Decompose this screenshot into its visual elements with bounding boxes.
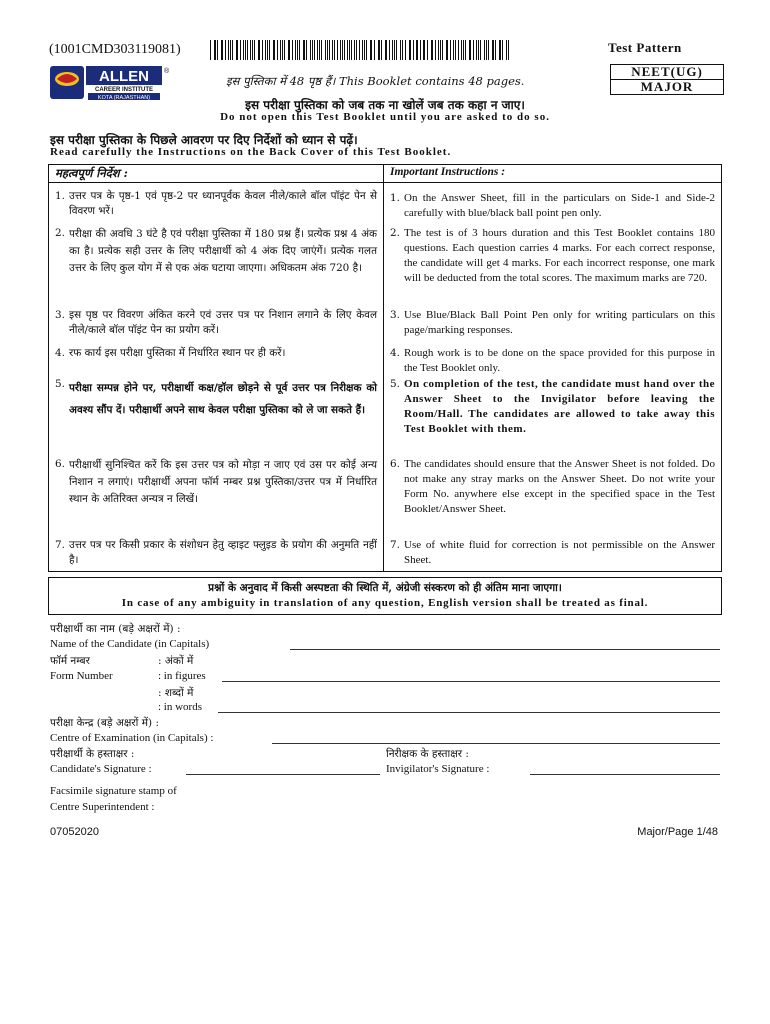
stamp-label-line2: Centre Superintendent : — [50, 801, 155, 813]
en-instruction-7: 7. Use of white fluid for correction is not permissible on the Answer Sheet. — [390, 539, 715, 566]
in-words-label-hi: : शब्दों में — [158, 687, 194, 699]
logo-sub: CAREER INSTITUTE — [94, 87, 154, 93]
warning-hindi: इस परीक्षा पुस्तिका को जब तक ना खोलें जब तक कहा न जाए। — [245, 98, 525, 112]
instructions-box — [48, 164, 722, 572]
ambiguity-hindi: प्रश्नों के अनुवाद में किसी अस्पष्टता की स्थिति में, अंग्रेजी संस्करण को ही अंतिम माना जाएगा। — [208, 582, 562, 594]
booklet-code: (1001CMD303119081) — [49, 42, 181, 57]
logo-brand: ALLEN — [99, 68, 149, 85]
candidate-name-label: Name of the Candidate (in Capitals) — [50, 638, 210, 650]
hi-instruction-6: 6. परीक्षार्थी सुनिश्चित करें कि इस उत्तर पत्र को मोड़ा न जाए एवं उस पर कोई अन्य निशान न लगाएं। परीक्षार्थी अपना फॉर्म नम्बर प्रश्न पुस्तिका/उत्तर पत्र में निर्धारित स्थान के अतिरिक्त अन्यत्र न लिखें। — [55, 458, 377, 505]
read-instructions-english: Read carefully the Instructions on the Back Cover of this Test Booklet. — [50, 146, 452, 158]
footer-code: 07052020 — [50, 826, 99, 838]
read-instructions-hindi: इस परीक्षा पुस्तिका के पिछले आवरण पर दिए निर्देशों को ध्यान से पढ़ें। — [50, 133, 358, 147]
candidate-signature-label: Candidate's Signature : — [50, 763, 152, 775]
candidate-name-label-hi: परीक्षार्थी का नाम (बड़े अक्षरों में) : — [50, 623, 181, 635]
in-figures-label: : in figures — [158, 670, 206, 682]
candidate-name-field[interactable] — [290, 649, 720, 650]
test-pattern-label: Test Pattern — [608, 40, 682, 55]
hi-instruction-1: 1. उत्तर पत्र के पृष्ठ-1 एवं पृष्ठ-2 पर ध्यानपूर्वक केवल नीले/काले बॉल पॉइंट पेन से विवरण भरें। — [55, 190, 377, 217]
logo-city: KOTA (RAJASTHAN) — [97, 95, 151, 101]
exam-name: NEET(UG) — [611, 65, 723, 80]
exam-type-box — [610, 64, 724, 95]
en-instruction-4: 4. Rough work is to be done on the space provided for this purpose in the Test Booklet only. — [390, 347, 715, 374]
hi-instruction-4: 4. रफ कार्य इस परीक्षा पुस्तिका में निर्धारित स्थान पर ही करें। — [55, 347, 286, 359]
form-number-label-hi: फॉर्म नम्बर — [50, 655, 90, 667]
ambiguity-notice — [48, 577, 722, 615]
candidate-signature-field[interactable] — [186, 774, 380, 775]
en-instruction-6: 6. The candidates should ensure that the Answer Sheet is not folded. Do not make any stray marks on the Answer Sheet. Do not write your Form No. anywhere else except in the specified space in the Test Booklet/Answer Sheet. — [390, 458, 715, 515]
page-number: Major/Page 1/48 — [637, 826, 718, 838]
hindi-instructions-title: महत्वपूर्ण निर्देश : — [55, 166, 128, 180]
in-digits-label-hi: : अंकों में — [158, 655, 194, 667]
en-instruction-5: 5. On completion of the test, the candidate must hand over the Answer Sheet to the Invigilator before leaving the Room/Hall. The candidates are allowed to take away this Test Booklet with them. — [390, 378, 715, 435]
warning-english: Do not open this Test Booklet until you are asked to do so. — [220, 111, 550, 123]
form-number-label: Form Number — [50, 670, 113, 682]
en-instruction-1: 1. On the Answer Sheet, fill in the particulars on Side-1 and Side-2 carefully with blue/black ball point pen only. — [390, 192, 715, 219]
ambiguity-english: In case of any ambiguity in translation of any question, English version shall be treated as final. — [121, 597, 649, 609]
invigilator-signature-label: Invigilator's Signature : — [386, 763, 490, 775]
centre-label-hi: परीक्षा केन्द्र (बड़े अक्षरों में) : — [50, 717, 159, 729]
hi-instruction-3: 3. इस पृष्ठ पर विवरण अंकित करने एवं उत्तर पत्र पर निशान लगाने के लिए केवल नीले/काले बॉल पॉइंट पेन का प्रयोग करें। — [55, 309, 377, 336]
hi-instruction-2: 2. परीक्षा की अवधि 3 घंटे है एवं परीक्षा पुस्तिका में 180 प्रश्न हैं। प्रत्येक प्रश्न 4 अंक का है। प्रत्येक सही उत्तर के लिए परीक्षार्थी को 4 अंक दिए जाएंगें। प्रत्येक गलत उत्तर के लिए कुल योग में से एक अंक घटाया जाएगा। अधिकतम अंक 720 है। — [55, 227, 377, 274]
stamp-label-line1: Facsimile signature stamp of — [50, 785, 177, 797]
centre-field[interactable] — [272, 743, 720, 744]
form-number-words-field[interactable] — [218, 712, 720, 713]
exam-level: MAJOR — [640, 79, 694, 94]
centre-label: Centre of Examination (in Capitals) : — [50, 732, 214, 744]
form-number-figures-field[interactable] — [222, 681, 720, 682]
en-instruction-3: 3. Use Blue/Black Ball Point Pen only for writing particulars on this page/marking responses. — [390, 309, 715, 336]
hi-instruction-5: 5. परीक्षा सम्पन्न होने पर, परीक्षार्थी कक्ष/हॉल छोड़ने से पूर्व उत्तर पत्र निरीक्षक को अवश्य सौंप दें। परीक्षार्थी अपने साथ केवल परीक्षा पुस्तिका को ले जा सकते हैं। — [55, 378, 377, 416]
invigilator-signature-field[interactable] — [530, 774, 720, 775]
booklet-pages-line: इस पुस्तिका में 48 पृष्ठ हैं। This Booklet contains 48 pages. — [226, 74, 525, 88]
candidate-signature-label-hi: परीक्षार्थी के हस्ताक्षर : — [50, 748, 135, 760]
invigilator-signature-label-hi: निरीक्षक के हस्ताक्षर : — [386, 748, 469, 760]
in-words-label: : in words — [158, 701, 202, 713]
english-instructions-title: Important Instructions : — [390, 166, 506, 178]
logo-mark: ® — [164, 68, 170, 75]
barcode-image — [210, 40, 510, 60]
en-instruction-2: 2. The test is of 3 hours duration and this Test Booklet contains 180 questions. Each question carries 4 marks. For each correct response, the candidate will get 4 marks. For each incorrect response, one mark will be deducted from the total scores. The maximum marks are 720. — [390, 227, 715, 284]
hi-instruction-7: 7. उत्तर पत्र पर किसी प्रकार के संशोधन हेतु व्हाइट फ्लुइड के प्रयोग की अनुमति नहीं है। — [55, 539, 377, 566]
